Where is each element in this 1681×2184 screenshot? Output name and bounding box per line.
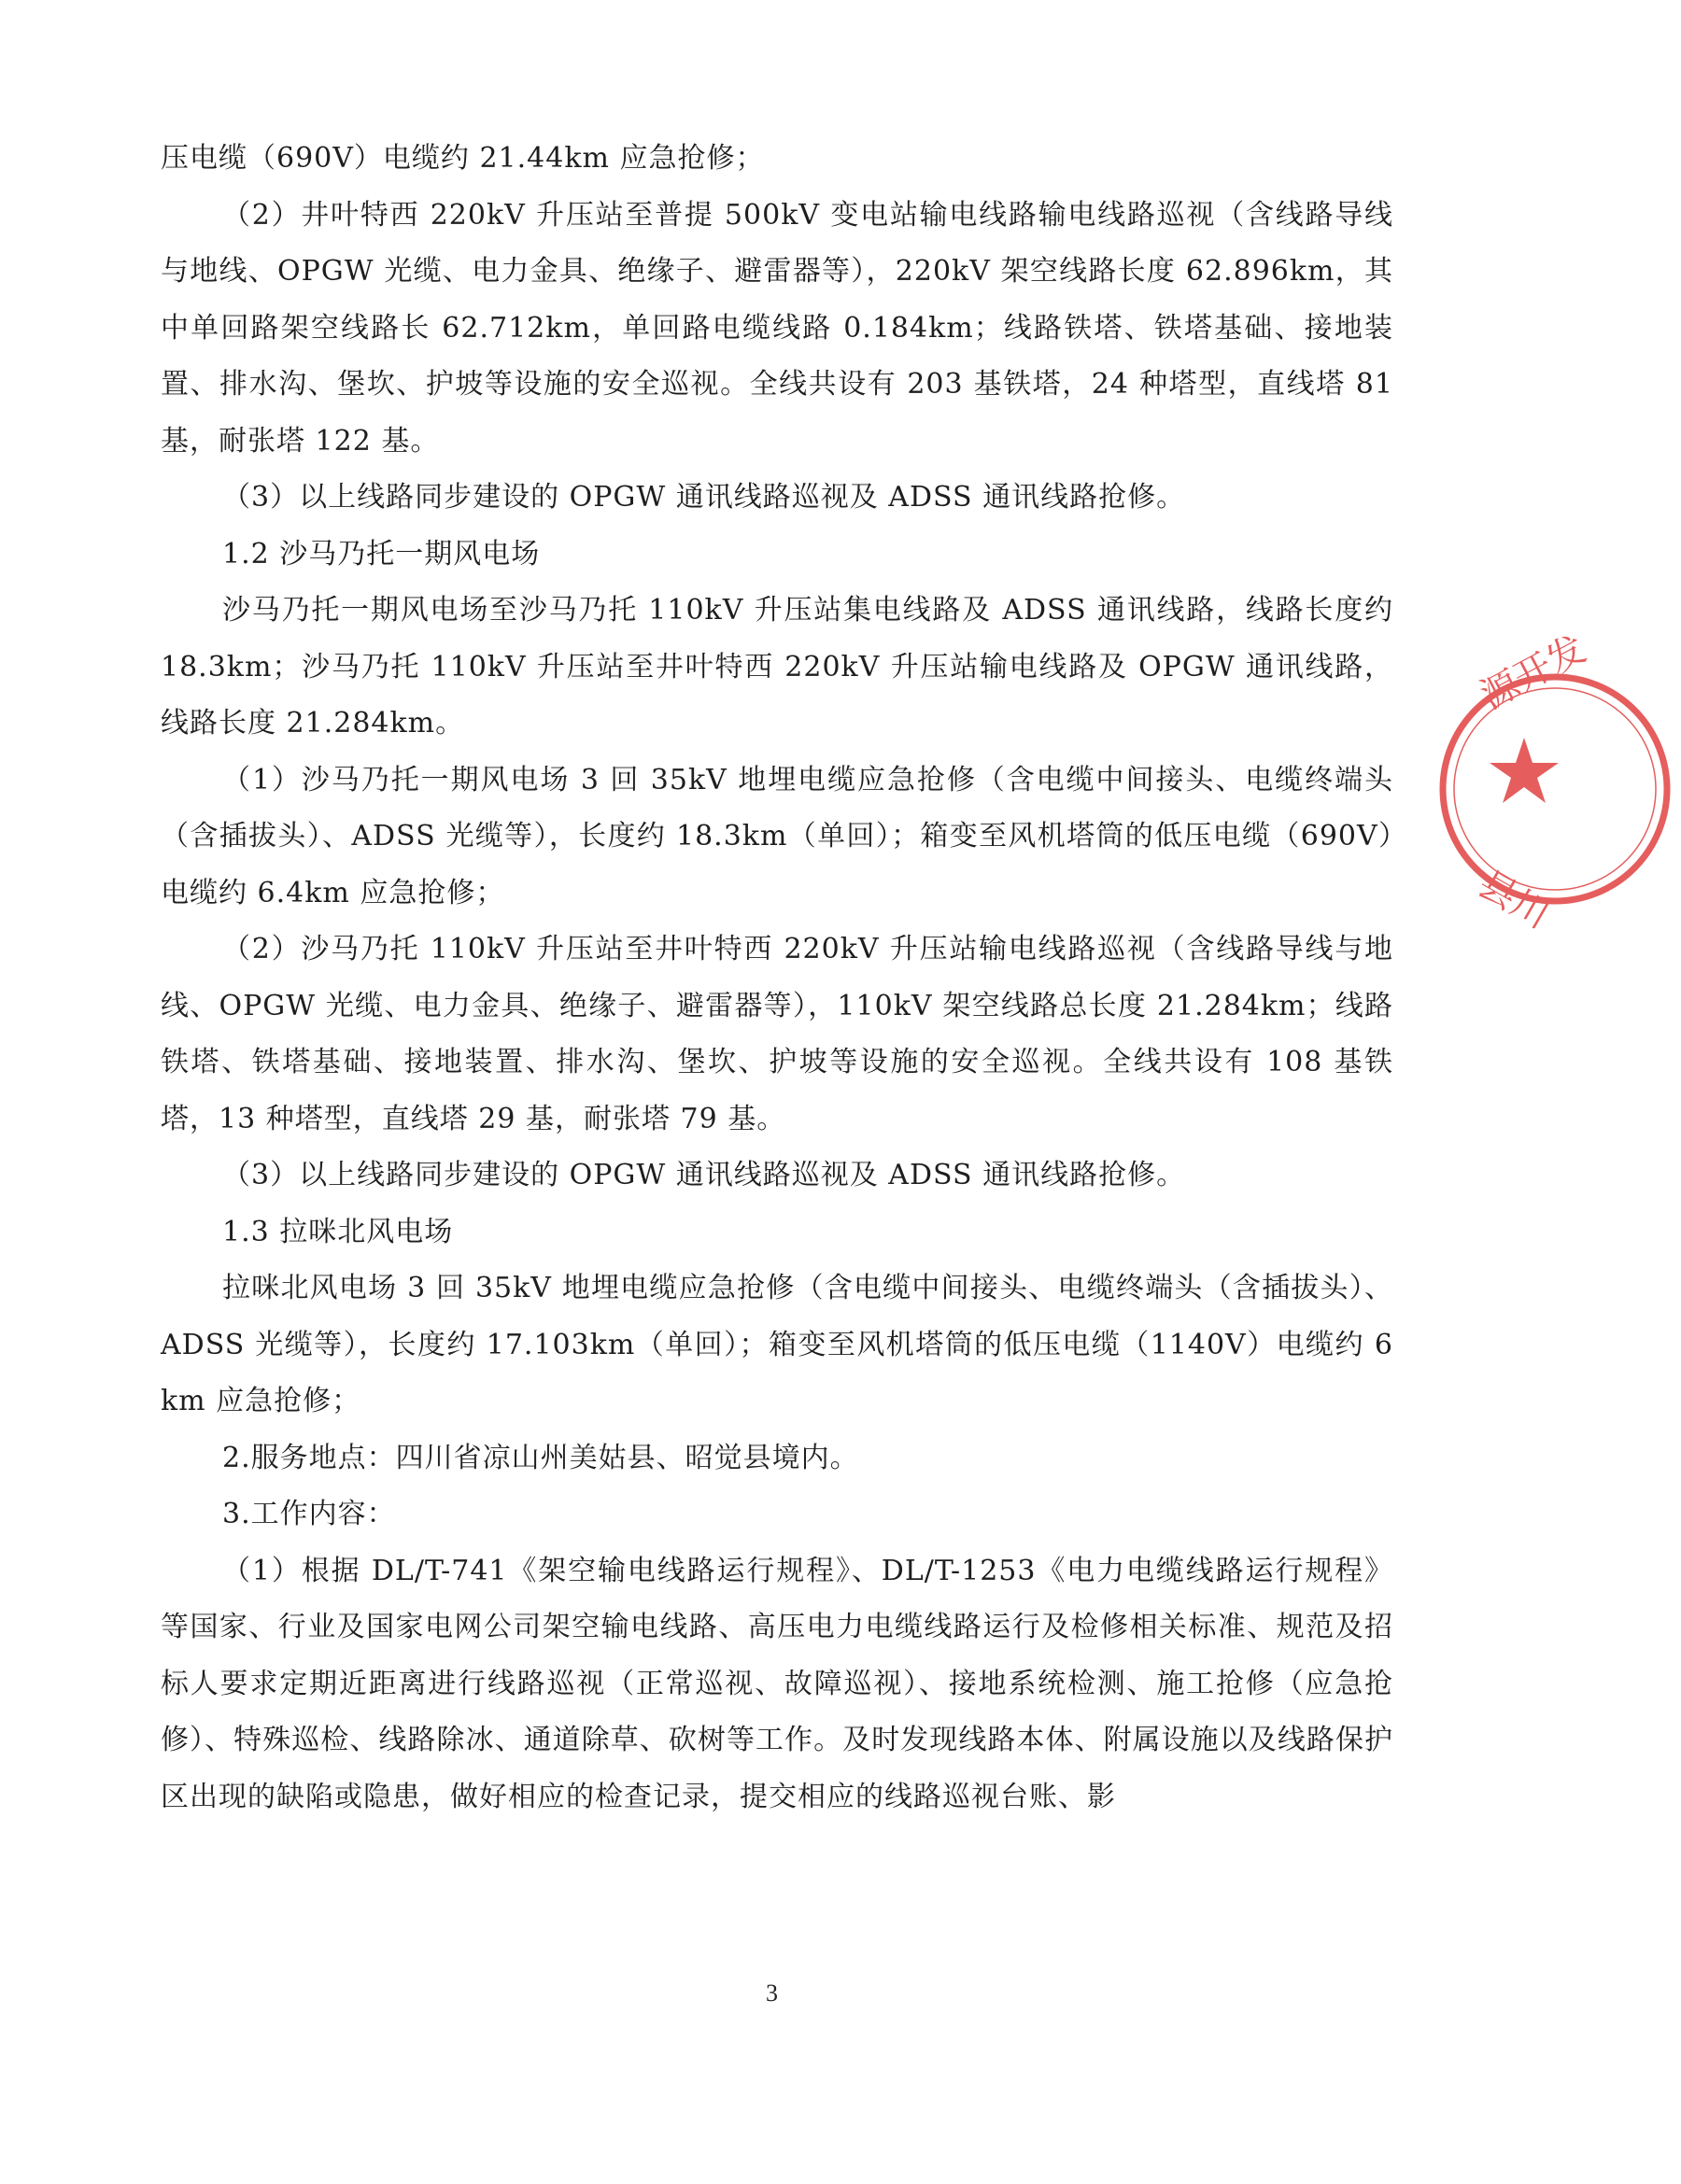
seal-text-lower: 县川 [1471,862,1558,937]
paragraph: （2）沙马乃托 110kV 升压站至井叶特西 220kV 升压站输电线路巡视（含线路导线与地线、OPGW 光缆、电力金具、绝缘子、避雷器等），110kV 架空线路总长度 21.284km；线路铁塔、铁塔基础、接地装置、排水沟、堡坎、护坡等设施的安全巡视。全线共设有 108 基铁塔，13 种塔型，直线塔 29 基，耐张塔 79 基。 [161,933,1393,1135]
paragraph: （3）以上线路同步建设的 OPGW 通讯线路巡视及 ADSS 通讯线路抢修。 [222,1159,1186,1191]
paragraph: （1）根据 DL/T-741《架空输电线路运行规程》、DL/T-1253《电力电缆线路运行规程》等国家、行业及国家电网公司架空输电线路、高压电力电缆线路运行及检修相关标准、规范及招标人要求定期近距离进行线路巡视（正常巡视、故障巡视）、接地系统检测、施工抢修（应急抢修）、特殊巡检、线路除冰、通道除草、砍树等工作。及时发现线路本体、附属设施以及线路保护区出现的缺陷或隐患，做好相应的检查记录，提交相应的线路巡视台账、影 [161,1554,1393,1813]
official-seal-stamp [1438,626,1681,952]
document-body [161,131,1393,1825]
paragraph: 2.服务地点：四川省凉山州美姑县、昭觉县境内。 [222,1441,859,1474]
seal-text-upper: 源开发 [1474,627,1593,718]
section-heading: 1.2 沙马乃托一期风电场 [222,537,541,571]
section-heading: 1.3 拉咪北风电场 [222,1215,454,1248]
page-number: 3 [766,1980,778,2007]
paragraph: 3.工作内容： [222,1498,396,1530]
paragraph: （1）沙马乃托一期风电场 3 回 35kV 地埋电缆应急抢修（含电缆中间接头、电缆终端头（含插拔头）、ADSS 光缆等），长度约 18.3km（单回）；箱变至风机塔筒的低压电缆（690V）电缆约 6.4km 应急抢修； [161,763,1393,909]
paragraph: 拉咪北风电场 3 回 35kV 地埋电缆应急抢修（含电缆中间接头、电缆终端头（含插拔头）、ADSS 光缆等），长度约 17.103km（单回）；箱变至风机塔筒的低压电缆（1140V）电缆约 6km 应急抢修； [161,1272,1393,1417]
paragraph: （2）井叶特西 220kV 升压站至普提 500kV 变电站输电线路输电线路巡视（含线路导线与地线、OPGW 光缆、电力金具、绝缘子、避雷器等），220kV 架空线路长度 62.896km，其中单回路架空线路长 62.712km，单回路电缆线路 0.184km；线路铁塔、铁塔基础、接地装置、排水沟、堡坎、护坡等设施的安全巡视。全线共设有 203 基铁塔，24 种塔型，直线塔 81 基，耐张塔 122 基。 [161,198,1393,458]
paragraph: 压电缆（690V）电缆约 21.44km 应急抢修； [161,142,765,175]
paragraph: 沙马乃托一期风电场至沙马乃托 110kV 升压站集电线路及 ADSS 通讯线路，线路长度约 18.3km；沙马乃托 110kV 升压站至井叶特西 220kV 升压站输电线路及 OPGW 通讯线路，线路长度 21.284km。 [161,594,1393,740]
paragraph: （3）以上线路同步建设的 OPGW 通讯线路巡视及 ADSS 通讯线路抢修。 [222,481,1186,514]
